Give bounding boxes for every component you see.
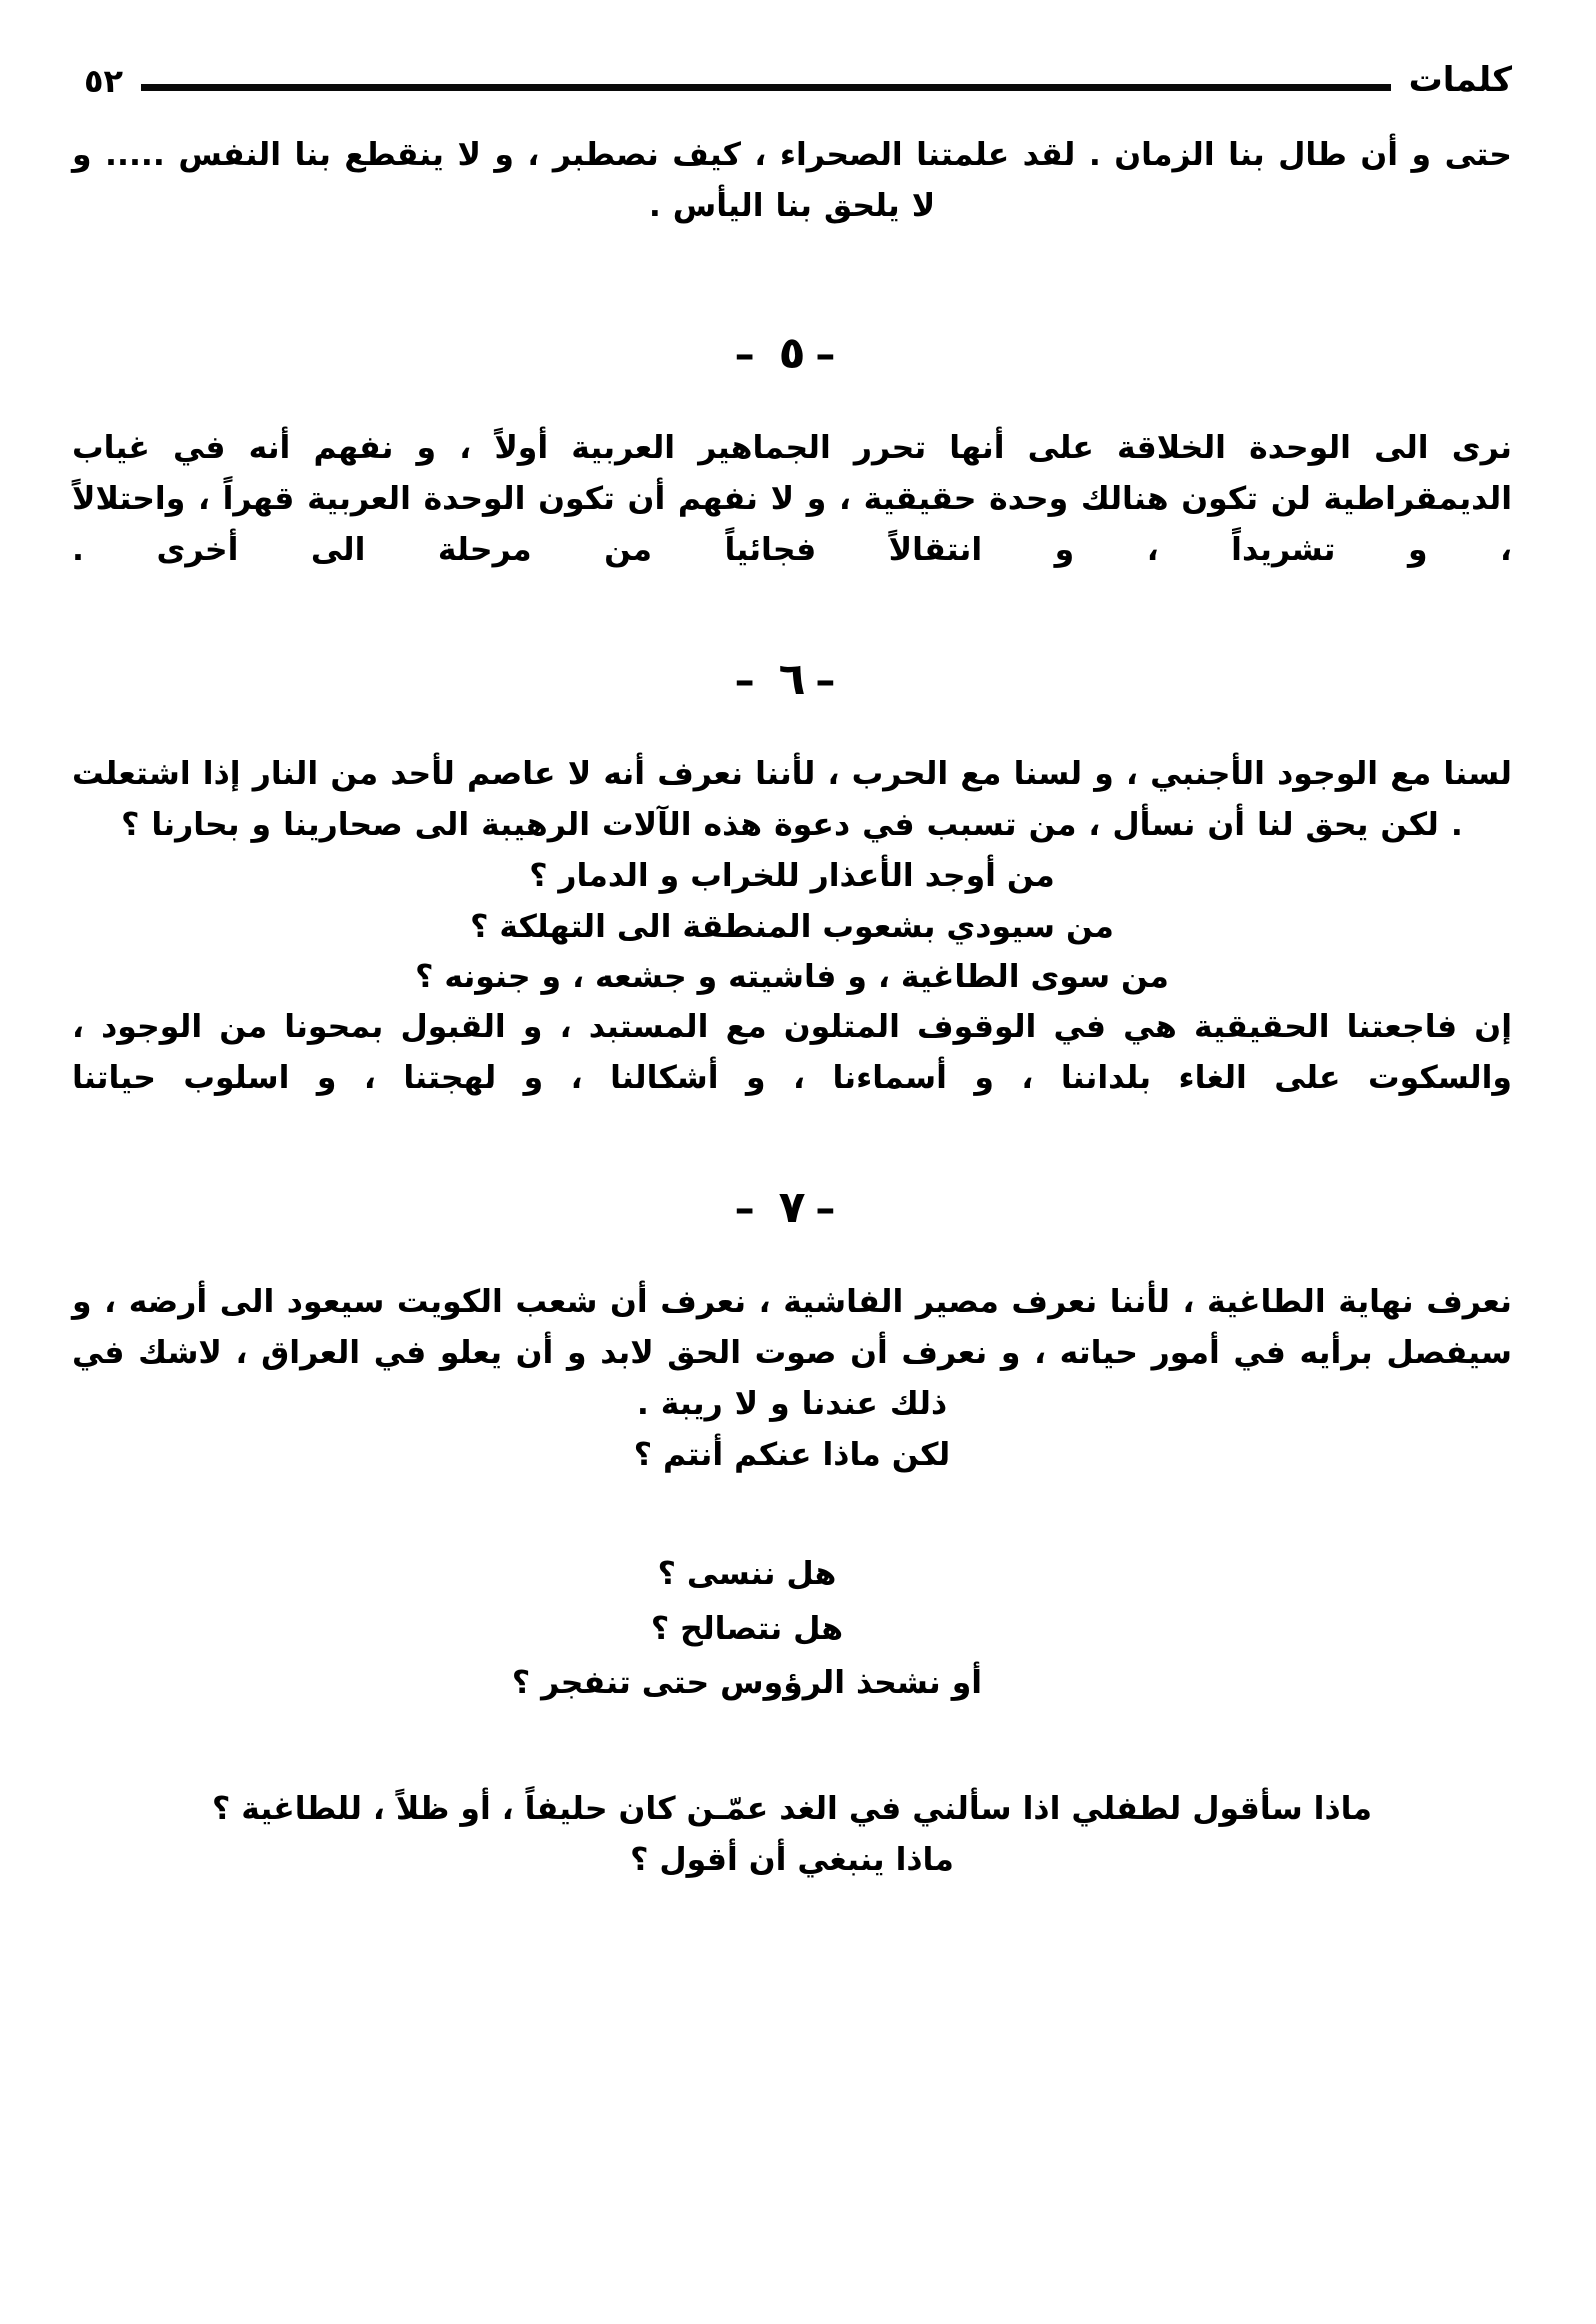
divider-dash-right: – [815,332,850,379]
spacer [72,1481,1512,1547]
running-head [84,52,1512,108]
spacer [72,232,1512,328]
section-7-stanza [72,1547,1512,1710]
section-number-5: ٥ [778,328,806,380]
spacer [72,705,1512,749]
spacer [72,1710,1512,1784]
stanza-line: هل ننسى ؟ [657,1556,837,1593]
section-7-tail-block [72,1784,1512,1886]
divider-dash-left: – [734,658,769,705]
spacer [72,1233,1512,1277]
section-divider-6 [72,654,1512,705]
question-line: من أوجد الأعذار للخراب و الدمار ؟ [529,858,1055,895]
running-head-rule [141,84,1391,91]
divider-dash-left: – [734,1186,769,1233]
spacer [72,576,1512,654]
section-number-6: ٦ [778,654,806,706]
intro-paragraph: حتى و أن طال بنا الزمان . لقد علمتنا الصحراء ، كيف نصطبر ، و لا ينقطع بنا النفس ..... و لا يلحق بنا اليأس . [72,137,1512,225]
section-6-question-list [72,851,1512,1002]
tail-line: ماذا ينبغي أن أقول ؟ [630,1841,954,1878]
divider-dash-left: – [734,332,769,379]
stanza-line: أو نشحذ الرؤوس حتى تنفجر ؟ [511,1664,983,1701]
section-divider-5 [72,328,1512,379]
section-number-7: ٧ [778,1182,806,1234]
spacer [72,379,1512,423]
stanza-line: هل نتصالح ؟ [650,1610,844,1647]
tail-line: ماذا سأقول لطفلي اذا سألني في الغد عمّـن كان حليفاً ، أو ظلاً ، للطاغية ؟ [212,1790,1372,1827]
section-divider-7 [72,1182,1512,1233]
page-number: ٥٢ [84,62,124,100]
section-7-paragraph: نعرف نهاية الطاغية ، لأننا نعرف مصير الفاشية ، نعرف أن شعب الكويت سيعود الى أرضه ، و سيفصل برأيه في أمور حياته ، و نعرف أن صوت الحق لابد و أن يعلو في العراق ، لاشك في ذلك عندنا و لا ريبة . [72,1284,1512,1423]
divider-dash-right: – [815,1186,850,1233]
page-body [72,130,1512,1886]
section-7-followup-line: لكن ماذا عنكم أنتم ؟ [633,1437,951,1474]
running-head-title: كلمات [1408,60,1512,100]
section-6-closing-paragraph: إن فاجعتنا الحقيقية هي في الوقوف المتلون مع المستبد ، و القبول بمحونا من الوجود ، والسكوت على الغاء بلداننا ، و أسماءنا ، و أشكالنا ، و لهجتنا ، و اسلوب حياتنا [72,1009,1512,1097]
section-5-paragraph: نرى الى الوحدة الخلاقة على أنها تحرر الجماهير العربية أولاً ، و نفهم أنه في غياب الديمقراطية لن تكون هنالك وحدة حقيقية ، و لا نفهم أن تكون الوحدة العربية قهراً ، واحتلالاً ، و تشريداً ، و انتقالاً فجائياً من مرحلة الى أخرى . [72,430,1512,569]
question-line: من سوى الطاغية ، و فاشيته و جشعه ، و جنونه ؟ [415,958,1169,995]
question-line: من سيودي بشعوب المنطقة الى التهلكة ؟ [470,908,1114,945]
spacer [72,1104,1512,1182]
section-6-paragraph: لسنا مع الوجود الأجنبي ، و لسنا مع الحرب ، لأننا نعرف أنه لا عاصم لأحد من النار إذا اشتعلت . لكن يحق لنا أن نسأل ، من تسبب في دعوة هذه الآلات الرهيبة الى صحارينا و بحارنا ؟ [72,756,1512,844]
divider-dash-right: – [815,658,850,705]
